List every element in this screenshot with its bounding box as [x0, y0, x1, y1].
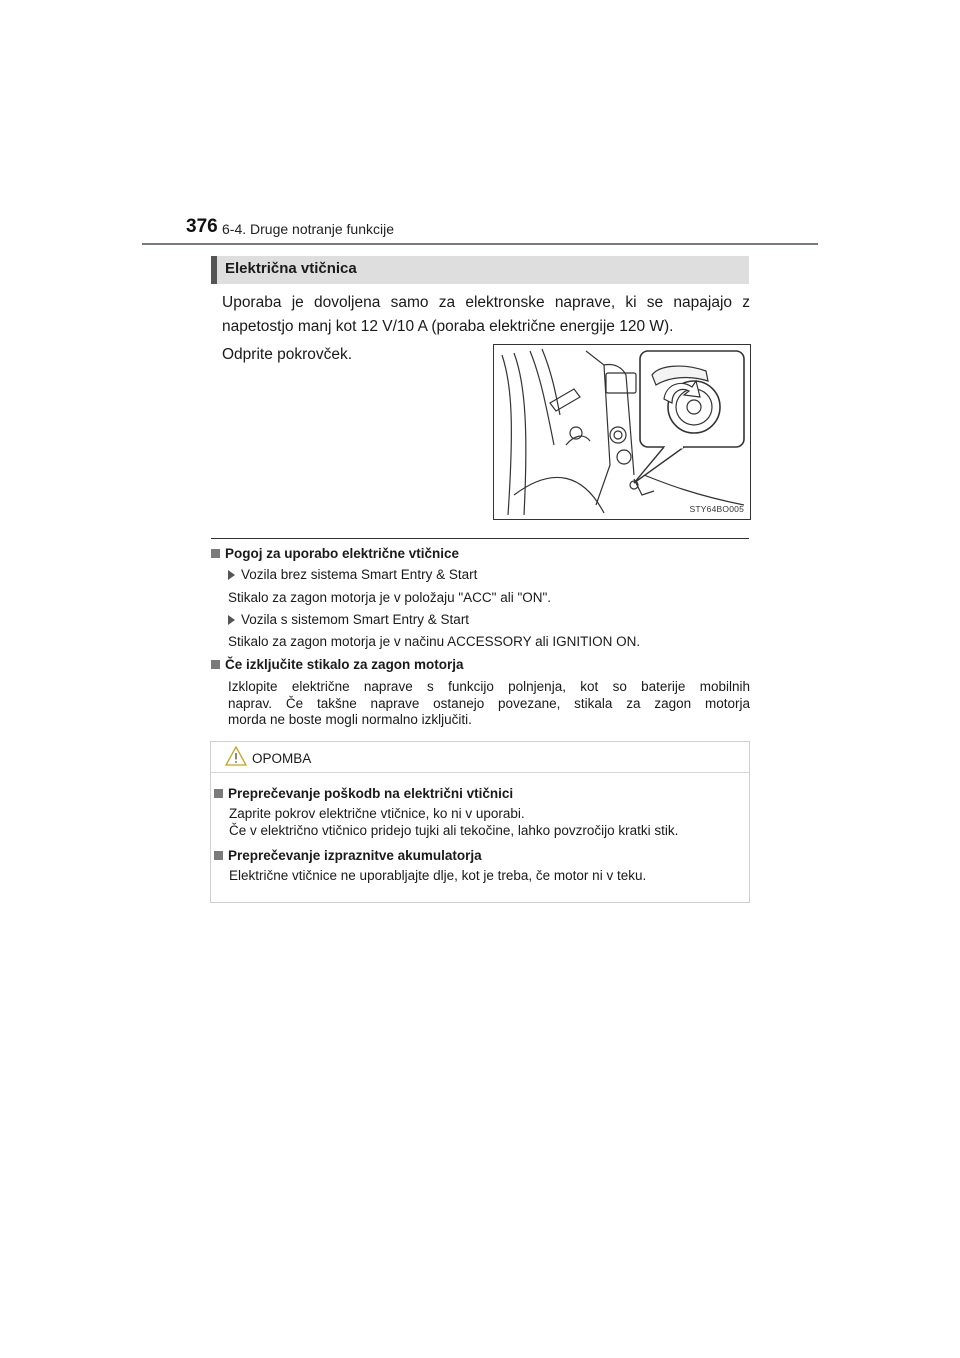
- step-instruction: Odprite pokrovček.: [222, 346, 353, 363]
- condition-no-smart-entry: Vozila brez sistema Smart Entry & Start: [228, 567, 477, 582]
- condition-no-smart-entry-text: Stikalo za zagon motorja je v položaju "ACC" ali "ON".: [228, 590, 552, 605]
- warning-triangle-icon: [225, 746, 247, 766]
- switch-off-text-line-3: morda ne boste mogli normalno izključiti.: [228, 712, 472, 727]
- switch-off-text-line-1: Izklopite električne naprave s funkcijo polnjenja, kot so baterije mobilnih: [228, 679, 750, 694]
- notice-title-battery: Preprečevanje izpraznitve akumulatorja: [214, 848, 482, 863]
- header-rule: [142, 243, 818, 245]
- section-heading: Električna vtičnica: [225, 260, 357, 277]
- notes-rule: [211, 538, 749, 539]
- square-bullet-icon: [214, 789, 223, 798]
- power-outlet-illustration: [493, 344, 751, 520]
- triangle-bullet-icon: [228, 570, 235, 580]
- notice-damage-line-2: Če v električno vtičnico pridejo tujki ali tekočine, lahko povzročijo kratki stik.: [229, 823, 679, 838]
- note-title-usage-condition: Pogoj za uporabo električne vtičnice: [211, 546, 459, 561]
- switch-off-text-line-2: naprav. Če takšne naprave ostanejo povezane, stikala za zagon motorja: [228, 696, 750, 711]
- intro-paragraph: Uporaba je dovoljena samo za elektronske naprave, ki se napajajo z napetostjo manj kot 12 V/10 A (poraba električne energije 120 W).: [222, 294, 750, 335]
- notice-battery-line-1: Električne vtičnice ne uporabljajte dlje, kot je treba, če motor ni v teku.: [229, 868, 647, 883]
- notice-head-rule: [211, 772, 749, 773]
- condition-smart-entry-text: Stikalo za zagon motorja je v načinu ACCESSORY ali IGNITION ON.: [228, 634, 641, 649]
- square-bullet-icon: [214, 851, 223, 860]
- notice-damage-line-1: Zaprite pokrov električne vtičnice, ko ni v uporabi.: [229, 806, 525, 821]
- dashboard-drawing: [494, 345, 750, 519]
- figure-code: STY64BO005: [689, 504, 744, 514]
- heading-accent: [211, 256, 217, 284]
- square-bullet-icon: [211, 660, 220, 669]
- triangle-bullet-icon: [228, 615, 235, 625]
- notice-title-damage: Preprečevanje poškodb na električni vtičnici: [214, 786, 513, 801]
- notice-label: OPOMBA: [252, 751, 312, 766]
- section-heading-bar: [211, 256, 749, 284]
- section-title: 6-4. Druge notranje funkcije: [222, 221, 394, 237]
- square-bullet-icon: [211, 549, 220, 558]
- condition-smart-entry: Vozila s sistemom Smart Entry & Start: [228, 612, 469, 627]
- page-number: 376: [186, 216, 218, 237]
- note-title-switch-off: Če izključite stikalo za zagon motorja: [211, 657, 464, 672]
